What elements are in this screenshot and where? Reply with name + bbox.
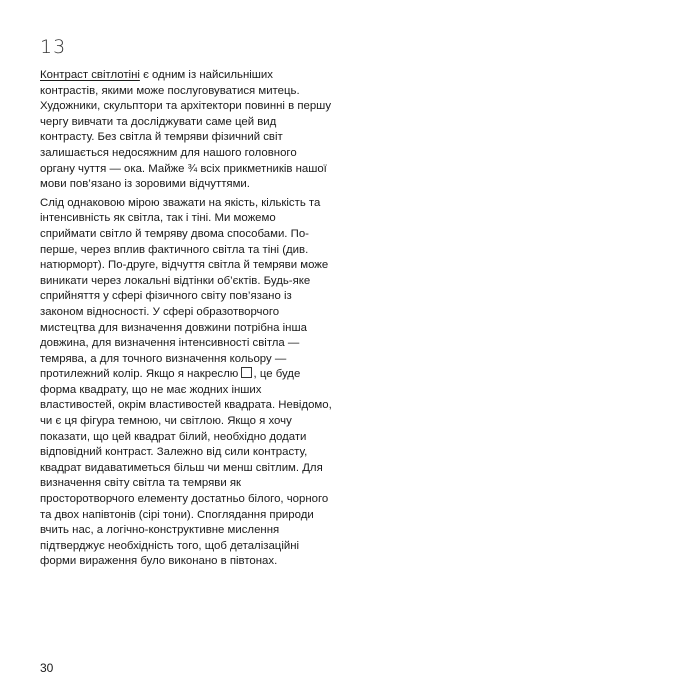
paragraph-1 [40,68,332,193]
term-light-shadow-contrast: Контраст світлотіні [40,69,140,81]
chapter-number: 13 [40,36,67,58]
paragraph-2-text-before: Слід однаковою мірою зважати на якість, кількість та інтенсивність як світла, так і тіні. Ми можемо сприймати світло й темряву двома способами. По-перше, через вплив фактичного світла та тіні (див. натюрморт). По-друге, відчуття світла й темряви може виникати через локальні відтінки об’єктів. Будь-яке сприйняття у сфері фізичного світу пов’язано із законом відносності. У сфері образотворчого мистецтва для визначення довжини потрібна інша довжина, для визначення інтенсивності світла — темрява, а для точного визначення кольору — протилежний колір. Якщо я накреслю [40,196,329,381]
paragraph-1-text: є одним із найсильніших контрастів, якими може послуговуватися митець. Художники, скульптори та архітектори повинні в першу чергу вивчати та досліджувати саме цей вид контрасту. Без світла й темряви фізичний світ залишається недосяжним для нашого головного органу чуття — ока. Майже ¾ всіх прикметників нашої мови пов’язано із зоровими відчуттями. [40,69,332,191]
paragraph-2-text-after: , це буде форма квадрату, що не має жодних інших властивостей, окрім властивостей квадрата. Невідомо, чи є ця фігура темною, чи світлою. Якщо я хочу показати, що цей квадрат білий, необхідно додати відповідний контраст. Залежно від сили контрасту, квадрат видаватиметься більш чи менш світлим. Для визначення світу світла та темряви як просторотворчого елементу достатньо білого, чорного та двох напівтонів (сірі тони). Споглядання природи вчить нас, а логічно-конструктивне мислення підтверджує необхідність того, щоб деталізаційні форми вираження було виконано в півтонах. [40,368,332,568]
body-text [40,68,332,573]
square-outline-icon [241,367,252,378]
paragraph-2 [40,196,332,570]
page-number: 30 [40,661,54,675]
